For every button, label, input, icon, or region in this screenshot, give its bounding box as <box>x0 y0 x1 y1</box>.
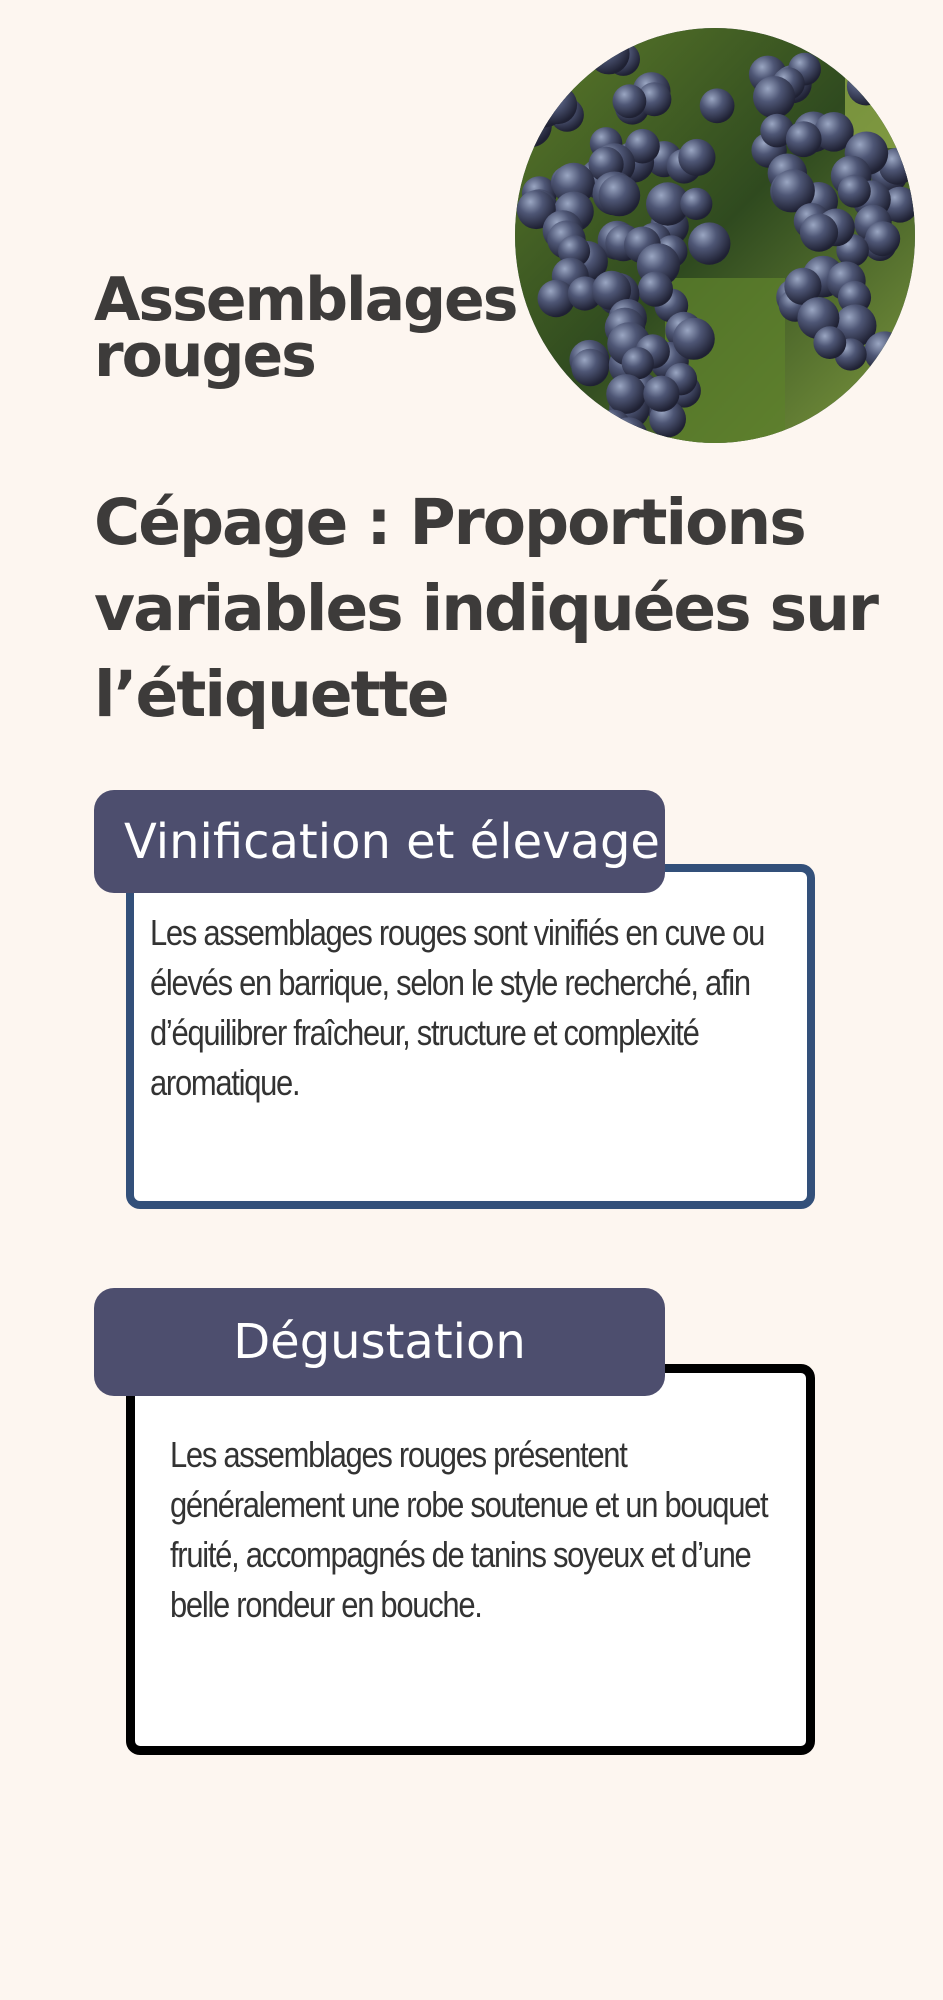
grape-berry <box>560 38 598 76</box>
grape-berry <box>599 175 641 217</box>
grape-berry <box>753 76 795 118</box>
grape-berry <box>643 376 679 412</box>
tasting-text: Les assemblages rouges présentent généralement une robe soutenue et un bouquet fruité, accompagnés de tanins soyeux et d’une belle rondeur en bouche. <box>170 1434 768 1625</box>
grape-berry <box>847 67 886 106</box>
grape-berry <box>838 175 871 208</box>
grape-berry <box>800 214 838 252</box>
grape-berry <box>539 86 578 125</box>
grape-berry <box>813 326 846 359</box>
grape-variety-heading: Cépage : Proportions variables indiquées sur l’étiquette <box>94 486 877 731</box>
grape-berry <box>613 84 647 118</box>
grape-berry <box>688 222 730 264</box>
grape-berry <box>865 221 900 256</box>
grape-berry <box>588 33 629 74</box>
grape-photo-icon <box>515 28 915 443</box>
page-title: Assemblages rouges <box>94 265 517 391</box>
grape-berry <box>680 188 712 220</box>
grape-berry <box>638 272 673 307</box>
grape-cluster-image <box>515 28 915 443</box>
vinification-tab: Vinification et élevage <box>94 790 665 893</box>
grape-berry <box>864 331 905 372</box>
vinification-text: Les assemblages rouges sont vinifiés en cuve ou élevés en barrique, selon le style recherché, afin d’équilibrer fraîcheur, structure et complexité aromatique. <box>150 912 765 1103</box>
grape-berry <box>700 88 735 123</box>
grape-berry <box>606 374 646 414</box>
tasting-tab: Dégustation <box>94 1288 665 1396</box>
grape-berry <box>673 318 715 360</box>
grape-berry <box>678 139 715 176</box>
grape-berry <box>530 46 569 85</box>
grape-berry <box>872 54 909 91</box>
grape-berry <box>786 121 822 157</box>
grape-berry <box>571 349 609 387</box>
